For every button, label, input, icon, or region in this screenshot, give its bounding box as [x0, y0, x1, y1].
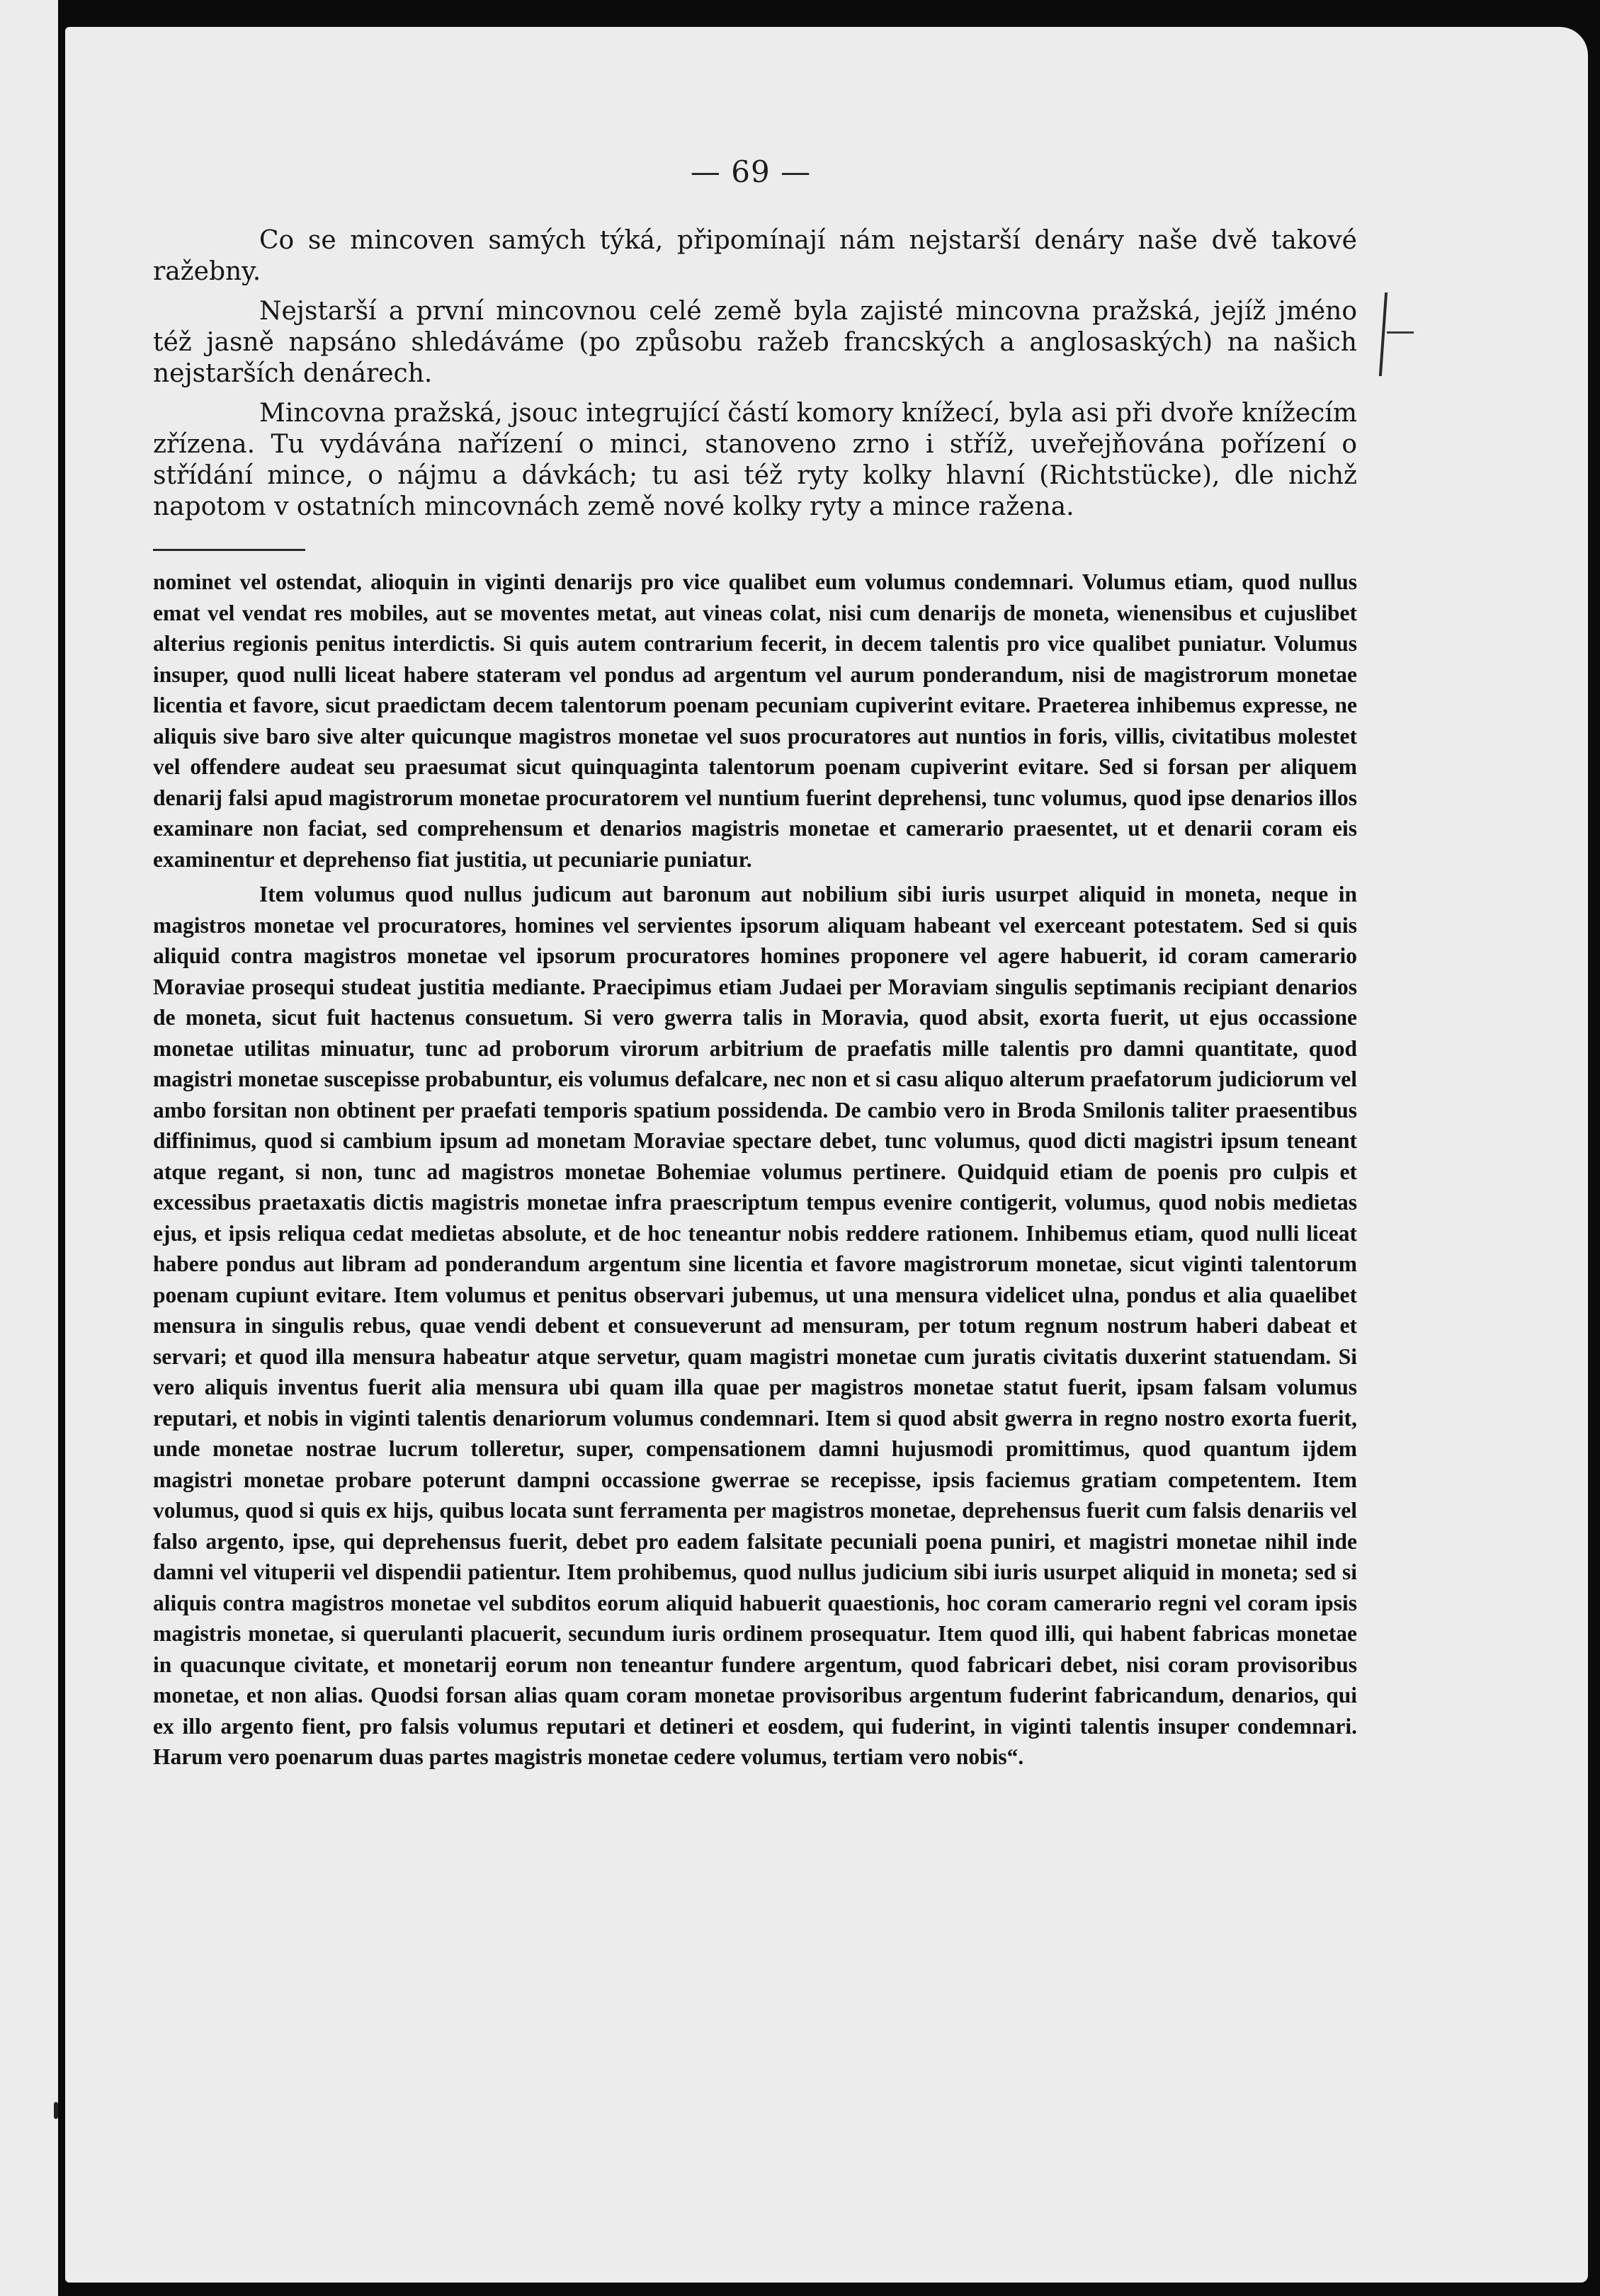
latin-paragraph-1: nominet vel ostendat, alioquin in viginti denarijs pro vice qualibet eum volumus condemnari. Volumus etiam, quod nullus emat vel vendat res mobiles, aut se moventes metat, aut vineas colat, nisi cum denarijs de moneta, wienensibus et cujuslibet alterius regionis penitus interdictis. Si quis autem contrarium fecerit, in decem talentis pro vice qualibet puniatur. Volumus insuper, quod nulli liceat habere stateram vel pondus ad argentum vel aurum ponderandum, nisi de magistrorum monetae licentia et favore, sicut praedictam decem talentorum poenam pecuniam cupiverint evitare. Praeterea inhibemus expresse, ne aliquis sive baro sive alter quicunque magistros monetae vel suos procuratores aut nuntios in foris, villis, civitatibus molestet vel offendere audeat seu praesumat sicut quinquaginta talentorum poenam cupiverint evitare. Sed si forsan per aliquem denarij falsi apud magistrorum monetae procuratorem vel nuntium fuerint deprehensi, tunc volumus, quod ipse denarios illos examinare non faciat, sed comprehensum et denarios magistris monetae et camerario praesentet, ut et denarii coram eis examinentur et deprehenso fiat justitia, ut pecuniarie puniatur. [153, 569, 1357, 872]
footnote-separator-rule [153, 549, 305, 551]
page-number: — 69 — [690, 154, 812, 189]
scan-speck-mark [54, 2102, 58, 2119]
margin-tick-mark [1387, 331, 1414, 334]
czech-paragraph-1: Co se mincoven samých týká, připomínají nám nejstarší denáry naše dvě takové ražebny. [153, 226, 1357, 286]
czech-body-text [153, 225, 1357, 531]
latin-paragraph-2: Item volumus quod nullus judicum aut baronum aut nobilium sibi iuris usurpet aliquid in moneta, neque in magistros monetae vel procuratores, homines vel servientes ipsorum aliquam habeant vel exerceant potestatem. Sed si quis aliquid contra magistros monetae vel ipsorum procuratores homines proponere vel agere habuerit, id coram camerario Moraviae prosequi studeat justitia mediante. Praecipimus etiam Judaei per Moraviam singulis septimanis recipiant denarios de moneta, sicut fuit hactenus consuetum. Si vero gwerra talis in Moravia, quod absit, exorta fuerit, ut ejus occassione monetae utilitas minuatur, tunc ad proborum virorum arbitrium de praefatis mille talentis pro damni quantitate, quod magistri monetae suscepisse probabuntur, eis volumus defalcare, nec non et si casu aliquo alterum praefatorum judiciorum vel ambo forsitan non obtinent per praefati temporis spatium possidenda. De cambio vero in Broda Smilonis taliter praesentibus diffinimus, quod si cambium ipsum ad monetam Moraviae spectare debet, tunc volumus, quod dicti magistri ipsum teneant atque regant, si non, tunc ad magistros monetae Bohemiae volumus pertinere. Quidquid etiam de poenis pro culpis et excessibus praetaxatis dictis magistris monetae infra praescriptum tempus evenire contigerit, volumus, quod nobis medietas ejus, et ipsis reliqua cedat medietas absolute, et de hoc teneantur nobis reddere rationem. Inhibemus etiam, quod nulli liceat habere pondus aut libram ad ponderandum argentum sine licentia et favore magistrorum monetae, sicut viginti talentorum poenam cupiunt evitare. Item volumus et penitus observari jubemus, ut una mensura videlicet ulna, pondus et alia quaelibet mensura in singulis rebus, quae vendi debent et consueverunt ad mensuram, per totum regnum nostrum haberi dabeat et servari; et quod illa mensura habeatur atque servetur, quam magistri monetae cum juratis civitatis duxerint statuendam. Si vero aliquis inventus fuerit alia mensura ubi quam illa quae per magistros monetae statut fuerit, ipsam falsam volumus reputari, et nobis in viginti talentis denariorum volumus condemnari. Item si quod absit gwerra in regno nostro exorta fuerit, unde monetae nostrae lucrum tolleretur, super, compensationem damni hujusmodi promittimus, quod quantum ijdem magistri monetae probare poterunt dampni occassione gwerrae se recepisse, ipsis faciemus gratiam competentem. Item volumus, quod si quis ex hijs, quibus locata sunt ferramenta per magistros monetae, deprehensus fuerit cum falsis denariis vel falso argento, ipse, qui deprehensus fuerit, debet pro eadem falsitate pecuniali poena puniri, et magistri monetae nihil inde damni vel vituperii vel dispendii patientur. Item prohibemus, quod nullus judicium sibi iuris usurpet aliquid in moneta; sed si aliquis contra magistros monetae vel subditos eorum aliquid habuerit quaestionis, hoc coram camerario regni vel coram ipsis magistris monetae, si querulanti placuerit, secundum iuris ordinem prosequatur. Item quod illi, qui habent fabricas monetae in quacunque civitate, et monetarij eorum non teneantur fundere argentum, quod fabricari debet, nisi coram provisoribus monetae, et non alias. Quodsi forsan alias quam coram monetae provisoribus argentum fuderint fabricandum, denarios, qui ex illo argento fient, pro falsis volumus reputari et detineri et eosdem, qui fuderint, in viginti talentis insuper condemnari. Harum vero poenarum duas partes magistris monetae cedere volumus, tertiam vero nobis“. [153, 882, 1357, 1769]
czech-paragraph-3: Mincovna pražská, jsouc integrující částí komory knížecí, byla asi při dvoře knížecím zřízena. Tu vydávána nařízení o minci, stanoveno zrno i stříž, uveřejňována pořízení o střídání mince, o nájmu a dávkách; tu asi též ryty kolky hlavní (Richtstücke), dle nichž napotom v ostatních mincovnách země nové kolky ryty a mince ražena. [153, 399, 1357, 521]
latin-footnote-text [153, 567, 1357, 1777]
czech-paragraph-2: Nejstarší a první mincovnou celé země byla zajisté mincovna pražská, jejíž jméno též jasně napsáno shledáváme (po způsobu ražeb francských a anglosaských) na našich nejstarších denárech. [153, 297, 1357, 388]
previous-page-edge [0, 0, 58, 2296]
